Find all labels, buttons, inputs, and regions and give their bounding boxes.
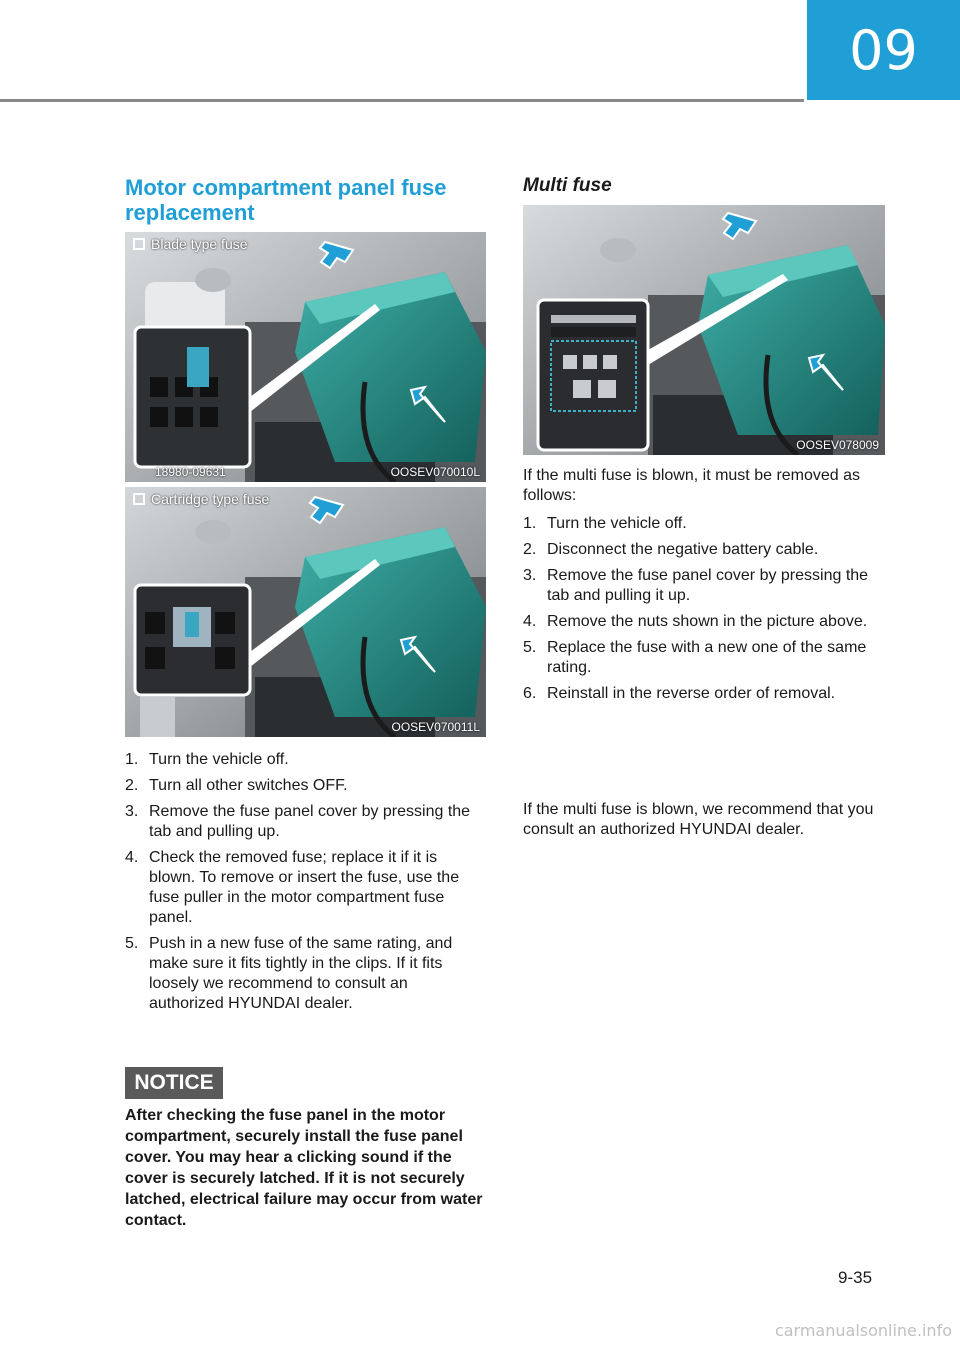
- step-number: 6.: [523, 685, 537, 702]
- figure-label-text: Cartridge type fuse: [151, 491, 270, 507]
- cartridge-fuse-figure: [125, 487, 486, 737]
- step-text: Turn all other switches OFF.: [149, 777, 348, 794]
- right-steps-list: [523, 514, 888, 710]
- step-text: Reinstall in the reverse order of removal.: [547, 685, 836, 702]
- watermark: carmanualsonline.info: [774, 1321, 952, 1340]
- section-title: Motor compartment panel fuse replacement: [125, 175, 447, 225]
- list-item: [523, 566, 888, 606]
- step-text: Remove the fuse panel cover by pressing the tab and pulling up.: [149, 803, 471, 840]
- step-number: 4.: [523, 613, 537, 630]
- list-item: [125, 934, 485, 1014]
- left-steps-list: [125, 750, 485, 1020]
- step-text: Replace the fuse with a new one of the same rating.: [547, 639, 867, 676]
- engine-bay-illustration: [523, 205, 885, 455]
- step-number: 2.: [523, 541, 537, 558]
- step-text: Remove the nuts shown in the picture above.: [547, 613, 868, 630]
- multi-fuse-figure: [523, 205, 885, 455]
- step-number: 4.: [125, 849, 139, 866]
- notice-text: After checking the fuse panel in the motor compartment, securely install the fuse panel cover. You may hear a clicking sound if the cover is securely latched. If it is not securely latched, electrical failure may occur from water contact.: [125, 1107, 483, 1229]
- chapter-tab: 09: [807, 0, 960, 100]
- list-item: [523, 612, 888, 632]
- engine-bay-illustration: [125, 487, 486, 737]
- step-text: Turn the vehicle off.: [547, 515, 687, 532]
- figure-code: OOSEV070010L: [390, 465, 480, 479]
- figure-code: OOSEV078009: [796, 438, 879, 452]
- multi-fuse-intro: If the multi fuse is blown, it must be removed as follows:: [523, 467, 861, 504]
- page-number: 9-35: [838, 1268, 873, 1287]
- figure-code: OOSEV070011L: [391, 720, 480, 734]
- step-text: Check the removed fuse; replace it if it is blown. To remove or insert the fuse, use the fuse puller in the motor compartment fuse panel.: [149, 849, 460, 926]
- part-number: 18980-09631: [155, 465, 226, 479]
- step-number: 1.: [125, 751, 139, 768]
- step-number: 2.: [125, 777, 139, 794]
- multi-fuse-closing: If the multi fuse is blown, we recommend that you consult an authorized HYUNDAI dealer.: [523, 801, 874, 838]
- step-text: Remove the fuse panel cover by pressing the tab and pulling it up.: [547, 567, 869, 604]
- header-rule: [0, 99, 804, 102]
- list-item: [125, 848, 485, 928]
- list-item: [125, 750, 485, 770]
- figure-label: [133, 236, 248, 252]
- figure-label-text: Blade type fuse: [151, 236, 248, 252]
- figure-label: [133, 491, 269, 507]
- list-item: [523, 638, 888, 678]
- list-item: [523, 514, 888, 534]
- notice-badge: NOTICE: [125, 1067, 223, 1099]
- checkbox-icon: [133, 493, 145, 505]
- step-number: 3.: [523, 567, 537, 584]
- checkbox-icon: [133, 238, 145, 250]
- blade-fuse-figure: [125, 232, 486, 482]
- list-item: [125, 802, 485, 842]
- multi-fuse-title: Multi fuse: [523, 175, 612, 196]
- step-number: 1.: [523, 515, 537, 532]
- step-text: Turn the vehicle off.: [149, 751, 289, 768]
- list-item: [523, 540, 888, 560]
- list-item: [523, 684, 888, 704]
- step-text: Push in a new fuse of the same rating, and make sure it fits tightly in the clips. If it fits loosely we recommend to consult an authorized HYUNDAI dealer.: [149, 935, 453, 1012]
- step-number: 5.: [523, 639, 537, 656]
- step-text: Disconnect the negative battery cable.: [547, 541, 819, 558]
- engine-bay-illustration: [125, 232, 486, 482]
- list-item: [125, 776, 485, 796]
- step-number: 5.: [125, 935, 139, 952]
- step-number: 3.: [125, 803, 139, 820]
